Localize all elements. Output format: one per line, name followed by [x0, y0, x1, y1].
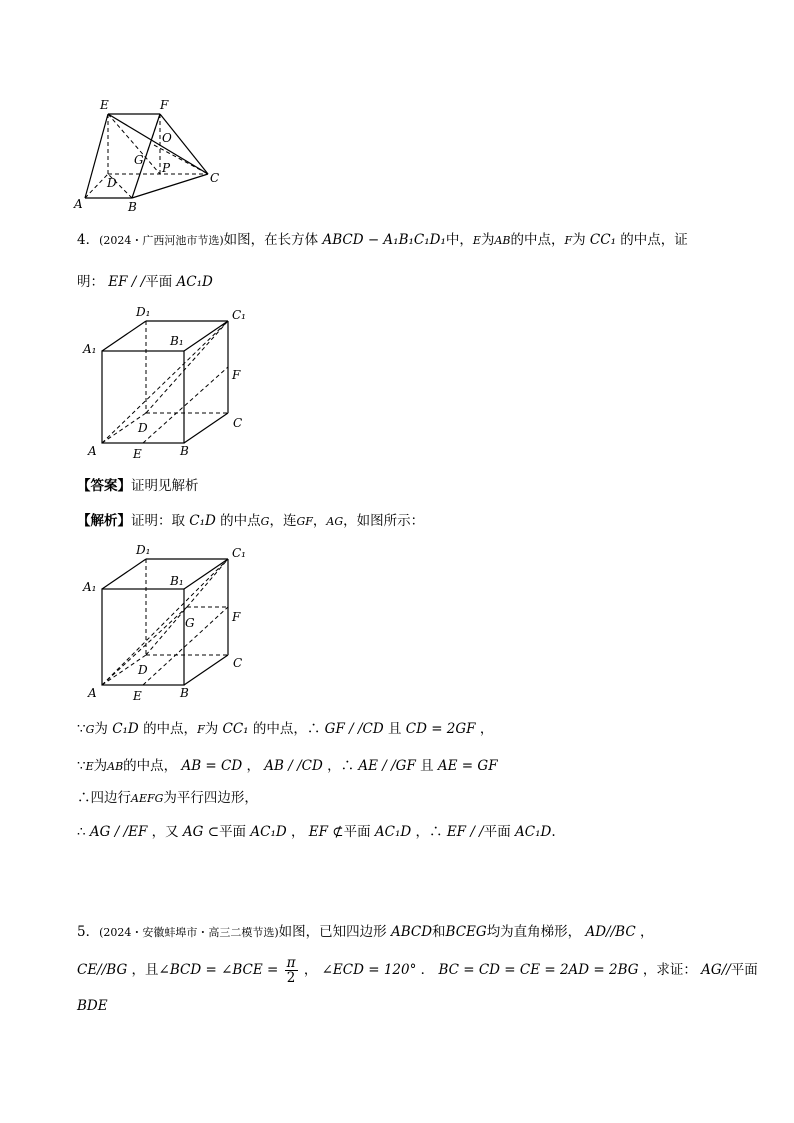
q5-two: 2 [286, 970, 296, 986]
analysis-gf: GF [296, 515, 313, 528]
s2-rel1: AB = CD [181, 758, 243, 774]
proof-step-4 [77, 822, 556, 842]
q5-rel3: AG// [701, 962, 731, 978]
analysis-text-d: ，如图所示： [343, 513, 425, 529]
s1-c1d: C₁D [112, 721, 139, 737]
s4-rel3: EF ⊄ [308, 824, 344, 840]
s2-rel3: AE / /GF [358, 758, 416, 774]
figure-2 [80, 305, 260, 460]
analysis-tag: 【解析】 [77, 513, 131, 529]
answer-tag: 【答案】 [77, 478, 131, 494]
fig3-label-b1: B₁ [170, 574, 184, 588]
s3-b: 为平行四边形， [163, 790, 258, 806]
q4-line-2 [77, 272, 213, 292]
s4-f: ，∴ [415, 824, 443, 840]
q5-angle-ecd: ∠ECD = 120° [321, 962, 417, 978]
figure-1 [70, 96, 230, 216]
s2-because: ∵ [77, 758, 86, 774]
s4-e: 平面 [343, 824, 371, 840]
fig2-label-b1: B₁ [170, 334, 184, 348]
q5-comma2: ， [303, 962, 318, 978]
s4-c: 平面 [219, 824, 247, 840]
q5-text-a: 如图，已知四边形 [278, 924, 387, 940]
q5-source: (2024・安徽蚌埠市・高三二模节选) [99, 926, 279, 939]
s2-ab: AB [107, 760, 124, 773]
q5-bde: BDE [77, 998, 108, 1014]
s4-rel1: AG / /EF [89, 824, 148, 840]
q4-e-var: E [472, 234, 481, 247]
figure-1-svg [70, 96, 230, 216]
fig1-label-g: G [134, 153, 144, 167]
fig2-label-a: A [88, 444, 97, 458]
q5-text-d: ，求证： [642, 962, 697, 978]
fig2-label-b: B [180, 444, 189, 458]
proof-step-1 [77, 719, 493, 740]
q5-line-2 [77, 956, 758, 985]
s2-c: 的中点， [123, 758, 178, 774]
edge-ac1 [102, 559, 228, 685]
fig3-label-a: A [88, 686, 97, 700]
analysis-g-var: G [260, 515, 270, 528]
s1-end: ， [479, 721, 494, 737]
fig3-label-e: E [133, 689, 142, 703]
figure-3 [80, 545, 260, 705]
fig2-label-a1: A₁ [83, 342, 97, 356]
s4-b: ，又 [151, 824, 179, 840]
q5-abcd: ABCD [390, 924, 433, 940]
s1-c: 的中点， [143, 721, 198, 737]
edge-bc [132, 174, 208, 198]
s4-a: ∴ [77, 824, 86, 840]
s4-plane: AC₁D [250, 824, 287, 840]
fig3-label-f: F [232, 610, 241, 624]
edge-a1d1 [102, 321, 146, 351]
q5-text-b: 均为直角梯形， [486, 924, 582, 940]
fig1-label-f: F [160, 98, 169, 112]
s2-b: 为 [93, 758, 108, 774]
q5-fraction [285, 956, 298, 985]
q5-line-1 [77, 922, 653, 943]
edge-ac1 [102, 321, 228, 443]
q4-text-d: 的中点， [510, 232, 565, 248]
s4-g: 平面 [483, 824, 511, 840]
s4-end: . [551, 824, 556, 840]
q4-box-name: ABCD − A₁B₁C₁D₁ [322, 232, 446, 248]
proof-step-2 [77, 756, 498, 777]
fig3-label-b: B [180, 686, 189, 700]
q5-and: 和 [432, 924, 446, 940]
edge-a1d1 [102, 559, 146, 589]
fig2-label-f: F [232, 368, 241, 382]
q4-f-var: F [564, 234, 573, 247]
s1-cc1: CC₁ [222, 721, 249, 737]
q4-text-f: 的中点，证 [620, 232, 688, 248]
s4-d: ， [290, 824, 305, 840]
fig3-label-g: G [185, 616, 195, 630]
q5-bceg: BCEG [445, 924, 487, 940]
s1-rel1: GF / /CD [324, 721, 384, 737]
figure-3-svg [80, 545, 260, 705]
q5-plane-word: 平面 [730, 962, 758, 978]
q4-text-a: 如图，在长方体 [223, 232, 319, 248]
s1-e: 的中点，∴ [252, 721, 321, 737]
answer-text: 证明见解析 [131, 478, 199, 494]
s1-and: 且 [387, 721, 402, 737]
s1-rel2: CD = 2GF [405, 721, 476, 737]
s4-rel4: EF / / [446, 824, 484, 840]
s2-comma: ， [246, 758, 260, 774]
analysis-text-b: 的中点 [220, 513, 261, 529]
s2-rel2: AB / /CD [264, 758, 323, 774]
q5-lengths: BC = CD = CE = 2AD = 2BG [438, 962, 639, 978]
s2-d: ，∴ [327, 758, 355, 774]
q4-ef-par: EF / / [108, 274, 146, 290]
fig1-label-p: P [162, 161, 171, 175]
q4-line2-a: 明： [77, 274, 104, 290]
s1-g: G [85, 723, 95, 736]
s2-e: E [85, 760, 94, 773]
q4-source: (2024・广西河池市节选) [99, 234, 224, 247]
analysis-text-c: ，连 [269, 513, 297, 529]
analysis-text-a: 证明：取 [131, 513, 185, 529]
q4-plane: AC₁D [176, 274, 213, 290]
fig1-label-c: C [210, 171, 220, 185]
s1-f: F [197, 723, 205, 736]
s1-b: 为 [94, 721, 108, 737]
s2-and: 且 [420, 758, 434, 774]
fig1-label-o: O [162, 131, 172, 145]
q4-ab-var: AB [494, 234, 511, 247]
fig3-label-c1: C₁ [232, 546, 246, 560]
analysis-c1d: C₁D [189, 513, 216, 529]
q5-number: 5． [77, 924, 100, 940]
edge-ef [143, 367, 228, 443]
s4-plane2: AC₁D [374, 824, 412, 840]
fig1-label-a: A [74, 197, 83, 211]
edge-bc [184, 413, 228, 443]
q4-line-1 [77, 230, 688, 251]
q4-line2-b: 平面 [145, 274, 173, 290]
fig3-label-d: D [138, 663, 148, 677]
s4-rel2: AG ⊂ [182, 824, 220, 840]
edge-ec [108, 114, 208, 174]
fig1-label-d: D [107, 176, 117, 190]
analysis-ag: AG [326, 515, 344, 528]
q5-rel1: AD//BC [585, 924, 636, 940]
q5-text-c: ，且 [131, 962, 159, 978]
analysis-comma: ， [312, 513, 327, 529]
fig2-label-c: C [233, 416, 243, 430]
s3-a: ∴四边行 [77, 790, 131, 806]
fig3-label-a1: A₁ [83, 580, 97, 594]
s4-plane3: AC₁D [515, 824, 552, 840]
fig3-label-d1: D₁ [136, 543, 151, 557]
q5-comma1: ， [639, 924, 654, 940]
q4-cc1-var: CC₁ [589, 232, 616, 248]
q5-angles: ∠BCD = ∠BCE = [158, 962, 279, 978]
s1-because: ∵ [77, 721, 86, 737]
s3-aefg: AEFG [131, 792, 164, 805]
edge-dc1 [146, 321, 228, 413]
q5-pi: π [286, 955, 296, 971]
fig1-label-b: B [128, 200, 137, 214]
q5-line-3 [77, 996, 108, 1016]
q4-text-e: 为 [572, 232, 586, 248]
q4-text-c: 为 [480, 232, 495, 248]
q4-text-b: 中， [445, 232, 473, 248]
fig1-label-e: E [100, 98, 109, 112]
analysis-line [77, 511, 424, 532]
q4-number: 4． [77, 232, 100, 248]
fig3-label-c: C [233, 656, 243, 670]
proof-step-3 [77, 788, 258, 809]
fig2-label-d: D [138, 421, 148, 435]
edge-b1c1 [184, 321, 228, 351]
fig2-label-d1: D₁ [136, 305, 151, 319]
q5-rel2: CE//BG [77, 962, 128, 978]
s2-rel4: AE = GF [437, 758, 498, 774]
fig2-label-e: E [133, 447, 142, 461]
s1-d: 为 [204, 721, 219, 737]
answer-line [77, 476, 199, 496]
fig2-label-c1: C₁ [232, 308, 246, 322]
edge-bc [184, 655, 228, 685]
figure-2-svg [80, 305, 260, 460]
q5-period: ． [420, 962, 435, 978]
